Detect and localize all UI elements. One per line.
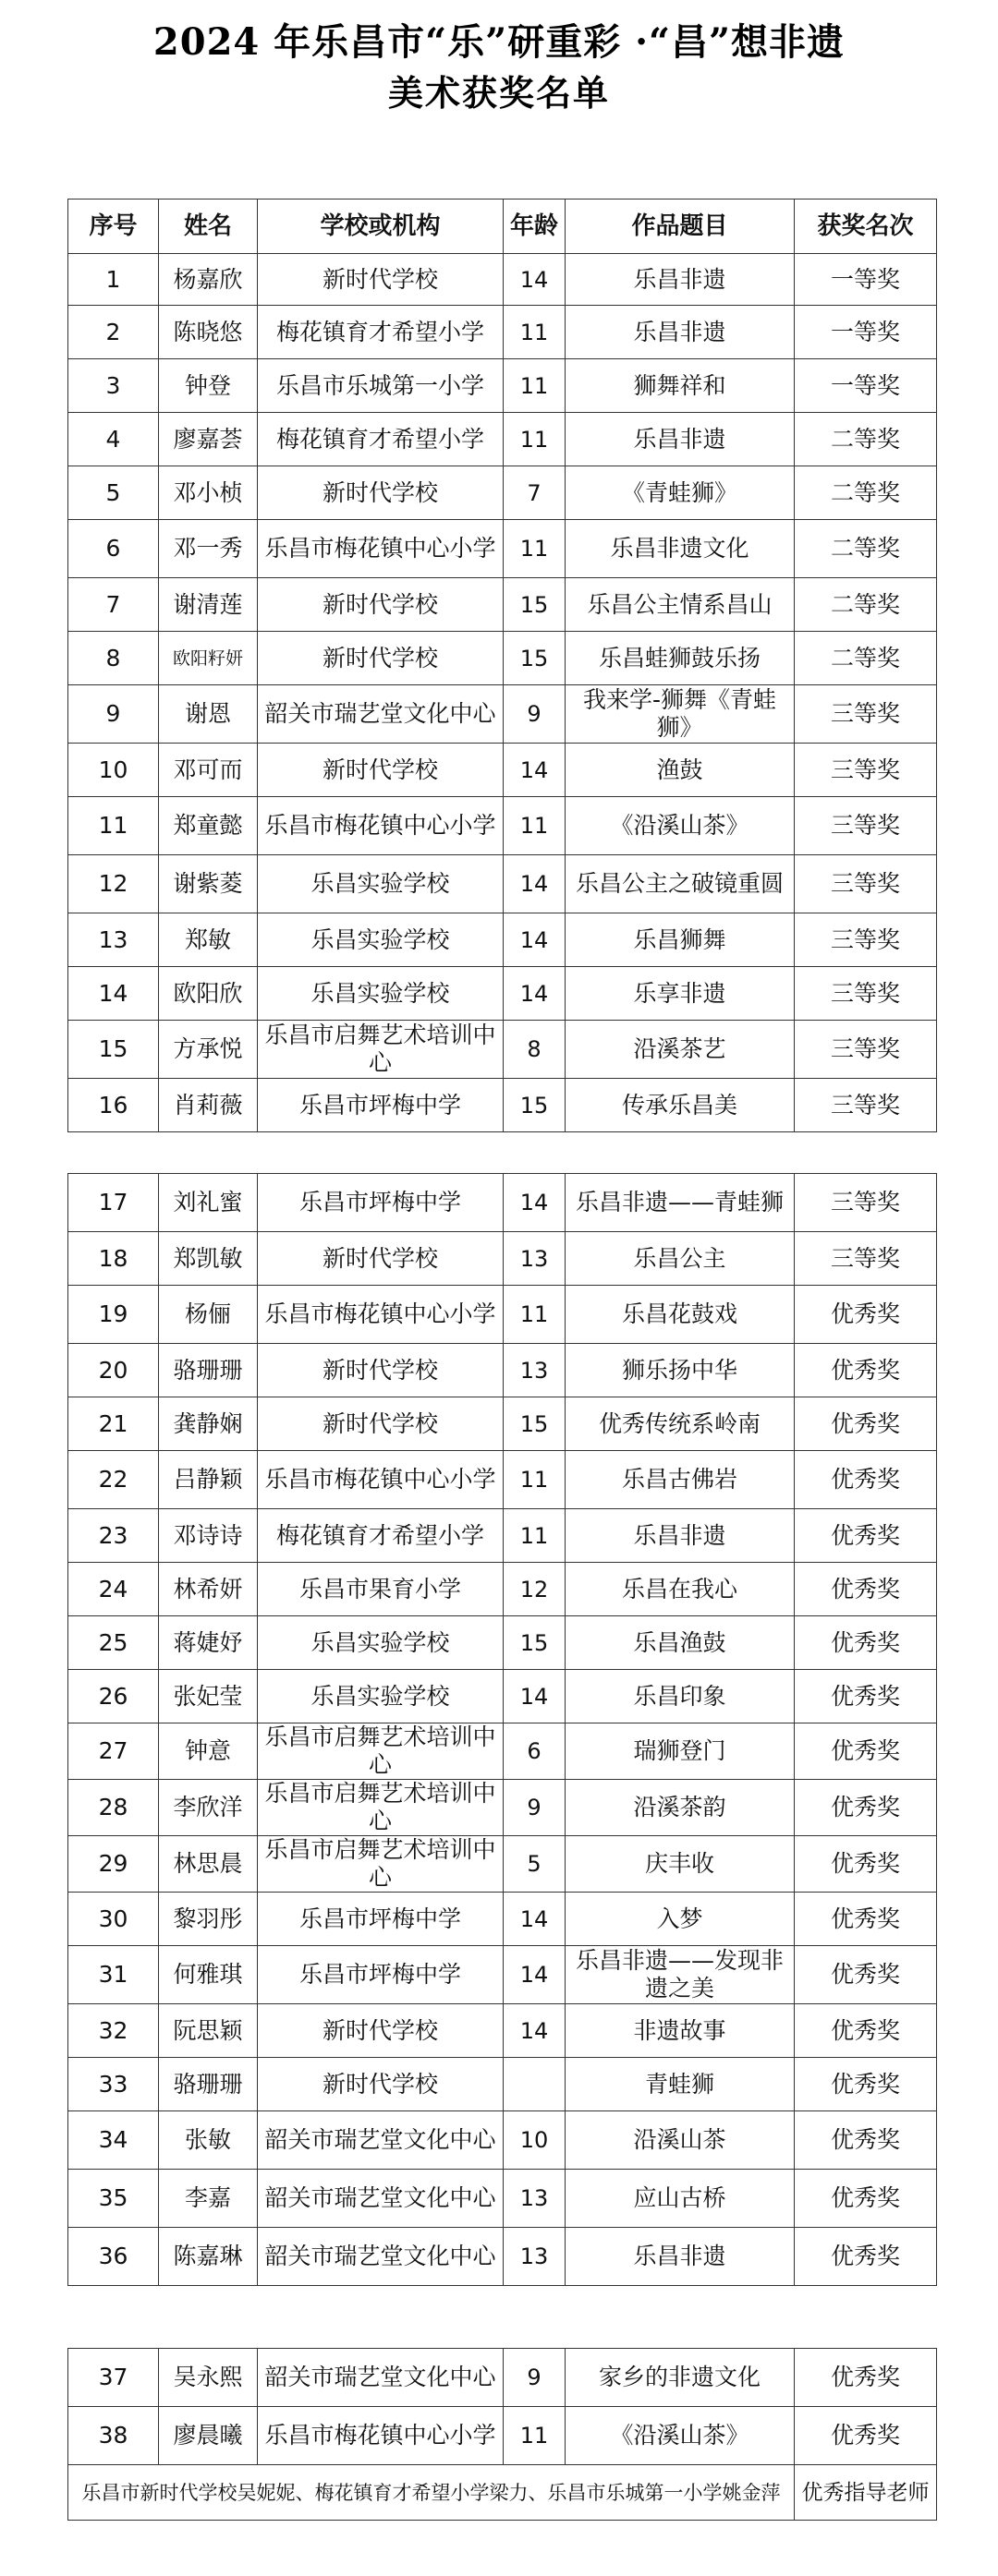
cell-work: 乐昌公主之破镜重圆 <box>566 855 795 913</box>
cell-name: 陈嘉琳 <box>159 2228 258 2286</box>
cell-work: 我来学-狮舞《青蛙狮》 <box>566 685 795 744</box>
cell-school: 乐昌市启舞艺术培训中心 <box>258 1723 504 1780</box>
table-row <box>68 2170 937 2228</box>
cell-no: 21 <box>68 1397 159 1451</box>
cell-school: 梅花镇育才希望小学 <box>258 413 504 466</box>
cell-age: 13 <box>504 1344 566 1397</box>
cell-work: 应山古桥 <box>566 2170 795 2228</box>
cell-no: 11 <box>68 797 159 855</box>
cell-school: 新时代学校 <box>258 466 504 520</box>
cell-name: 林希妍 <box>159 1563 258 1616</box>
cell-age: 11 <box>504 1509 566 1563</box>
cell-school: 梅花镇育才希望小学 <box>258 1509 504 1563</box>
cell-school: 乐昌市启舞艺术培训中心 <box>258 1021 504 1079</box>
cell-name: 谢清莲 <box>159 578 258 632</box>
cell-work: 青蛙狮 <box>566 2058 795 2111</box>
table-row <box>68 1670 937 1723</box>
cell-award: 三等奖 <box>795 685 937 744</box>
cell-work: 《沿溪山茶》 <box>566 797 795 855</box>
cell-school: 乐昌市坪梅中学 <box>258 1946 504 2004</box>
cell-name: 欧阳欣 <box>159 967 258 1021</box>
cell-school: 乐昌市启舞艺术培训中心 <box>258 1836 504 1893</box>
table-row <box>68 1563 937 1616</box>
cell-age: 14 <box>504 1670 566 1723</box>
header-name: 姓名 <box>159 200 258 254</box>
cell-name: 骆珊珊 <box>159 1344 258 1397</box>
cell-age: 11 <box>504 413 566 466</box>
cell-school: 乐昌实验学校 <box>258 855 504 913</box>
cell-school: 韶关市瑞艺堂文化中心 <box>258 2349 504 2407</box>
cell-school: 乐昌市梅花镇中心小学 <box>258 2407 504 2465</box>
cell-no: 17 <box>68 1174 159 1232</box>
cell-no: 10 <box>68 744 159 797</box>
cell-work: 《沿溪山茶》 <box>566 2407 795 2465</box>
cell-work: 乐昌非遗 <box>566 254 795 306</box>
cell-no: 4 <box>68 413 159 466</box>
cell-age: 14 <box>504 855 566 913</box>
cell-work: 乐享非遗 <box>566 967 795 1021</box>
cell-work: 沿溪山茶 <box>566 2111 795 2170</box>
cell-school: 新时代学校 <box>258 1344 504 1397</box>
table-row <box>68 1174 937 1232</box>
table-header-row <box>68 200 937 254</box>
cell-no: 18 <box>68 1232 159 1286</box>
table-row <box>68 1344 937 1397</box>
cell-award: 优秀奖 <box>795 1723 937 1780</box>
cell-award: 优秀奖 <box>795 1946 937 2004</box>
cell-age: 11 <box>504 1286 566 1344</box>
cell-age: 6 <box>504 1723 566 1780</box>
table-row <box>68 1616 937 1670</box>
cell-name: 邓小桢 <box>159 466 258 520</box>
cell-award: 优秀奖 <box>795 1563 937 1616</box>
cell-name: 张妃莹 <box>159 1670 258 1723</box>
cell-work: 优秀传统系岭南 <box>566 1397 795 1451</box>
cell-age: 9 <box>504 1780 566 1836</box>
cell-name: 杨俪 <box>159 1286 258 1344</box>
cell-award: 优秀奖 <box>795 1509 937 1563</box>
cell-name: 吴永熙 <box>159 2349 258 2407</box>
cell-school: 乐昌市坪梅中学 <box>258 1174 504 1232</box>
cell-age: 14 <box>504 913 566 967</box>
cell-award: 三等奖 <box>795 1232 937 1286</box>
cell-age: 9 <box>504 685 566 744</box>
cell-school: 韶关市瑞艺堂文化中心 <box>258 685 504 744</box>
table-row <box>68 2349 937 2407</box>
cell-award: 二等奖 <box>795 466 937 520</box>
cell-award: 三等奖 <box>795 913 937 967</box>
cell-award: 三等奖 <box>795 797 937 855</box>
award-table-part-1 <box>67 199 937 1132</box>
cell-school: 韶关市瑞艺堂文化中心 <box>258 2228 504 2286</box>
cell-name: 钟意 <box>159 1723 258 1780</box>
cell-name: 谢紫菱 <box>159 855 258 913</box>
footer-label: 优秀指导老师 <box>795 2465 937 2521</box>
cell-award: 优秀奖 <box>795 1670 937 1723</box>
cell-name: 钟登 <box>159 359 258 413</box>
cell-school: 乐昌实验学校 <box>258 967 504 1021</box>
cell-age: 15 <box>504 578 566 632</box>
cell-school: 乐昌市梅花镇中心小学 <box>258 797 504 855</box>
cell-work: 传承乐昌美 <box>566 1079 795 1132</box>
cell-no: 12 <box>68 855 159 913</box>
cell-work: 乐昌非遗 <box>566 1509 795 1563</box>
table-row <box>68 855 937 913</box>
cell-school: 乐昌实验学校 <box>258 913 504 967</box>
header-school: 学校或机构 <box>258 200 504 254</box>
cell-age: 15 <box>504 1397 566 1451</box>
cell-name: 廖晨曦 <box>159 2407 258 2465</box>
cell-award: 二等奖 <box>795 520 937 578</box>
cell-school: 乐昌市果育小学 <box>258 1563 504 1616</box>
table-row <box>68 2111 937 2170</box>
cell-award: 优秀奖 <box>795 2004 937 2058</box>
cell-award: 优秀奖 <box>795 1893 937 1946</box>
cell-award: 优秀奖 <box>795 2407 937 2465</box>
cell-work: 乐昌公主 <box>566 1232 795 1286</box>
cell-work: 狮舞祥和 <box>566 359 795 413</box>
cell-name: 邓可而 <box>159 744 258 797</box>
cell-work: 乐昌在我心 <box>566 1563 795 1616</box>
cell-name: 阮思颖 <box>159 2004 258 2058</box>
cell-no: 32 <box>68 2004 159 2058</box>
table-row <box>68 967 937 1021</box>
cell-age: 11 <box>504 306 566 359</box>
award-table-part-3 <box>67 2348 937 2521</box>
table-row <box>68 1286 937 1344</box>
cell-work: 乐昌非遗——发现非遗之美 <box>566 1946 795 2004</box>
cell-no: 23 <box>68 1509 159 1563</box>
cell-school: 新时代学校 <box>258 254 504 306</box>
cell-award: 一等奖 <box>795 254 937 306</box>
cell-work: 瑞狮登门 <box>566 1723 795 1780</box>
cell-school: 乐昌市坪梅中学 <box>258 1893 504 1946</box>
cell-name: 谢恩 <box>159 685 258 744</box>
cell-work: 《青蛙狮》 <box>566 466 795 520</box>
cell-no: 29 <box>68 1836 159 1893</box>
cell-award: 优秀奖 <box>795 2058 937 2111</box>
cell-no: 8 <box>68 632 159 685</box>
cell-award: 优秀奖 <box>795 1616 937 1670</box>
cell-award: 一等奖 <box>795 359 937 413</box>
cell-award: 优秀奖 <box>795 1836 937 1893</box>
cell-no: 5 <box>68 466 159 520</box>
cell-award: 优秀奖 <box>795 1780 937 1836</box>
cell-work: 沿溪茶韵 <box>566 1780 795 1836</box>
cell-award: 三等奖 <box>795 744 937 797</box>
cell-name: 林思晨 <box>159 1836 258 1893</box>
cell-age: 13 <box>504 1232 566 1286</box>
table-row <box>68 913 937 967</box>
table-row <box>68 306 937 359</box>
cell-school: 乐昌市梅花镇中心小学 <box>258 1286 504 1344</box>
cell-age: 5 <box>504 1836 566 1893</box>
cell-award: 优秀奖 <box>795 1286 937 1344</box>
cell-award: 优秀奖 <box>795 1451 937 1509</box>
cell-age: 11 <box>504 2407 566 2465</box>
cell-no: 36 <box>68 2228 159 2286</box>
cell-name: 郑童懿 <box>159 797 258 855</box>
cell-name: 李欣洋 <box>159 1780 258 1836</box>
cell-school: 乐昌市启舞艺术培训中心 <box>258 1780 504 1836</box>
table-row <box>68 359 937 413</box>
cell-no: 37 <box>68 2349 159 2407</box>
footer-teachers: 乐昌市新时代学校吴妮妮、梅花镇育才希望小学梁力、乐昌市乐城第一小学姚金萍 <box>68 2465 795 2521</box>
header-age: 年龄 <box>504 200 566 254</box>
cell-school: 新时代学校 <box>258 1232 504 1286</box>
cell-award: 三等奖 <box>795 967 937 1021</box>
cell-no: 31 <box>68 1946 159 2004</box>
cell-school: 乐昌市乐城第一小学 <box>258 359 504 413</box>
cell-name: 黎羽彤 <box>159 1893 258 1946</box>
cell-no: 16 <box>68 1079 159 1132</box>
cell-age: 14 <box>504 1893 566 1946</box>
cell-work: 庆丰收 <box>566 1836 795 1893</box>
cell-name: 欧阳籽妍 <box>159 632 258 685</box>
cell-award: 二等奖 <box>795 632 937 685</box>
cell-school: 乐昌市梅花镇中心小学 <box>258 520 504 578</box>
cell-name: 廖嘉荟 <box>159 413 258 466</box>
table-row <box>68 254 937 306</box>
cell-work: 家乡的非遗文化 <box>566 2349 795 2407</box>
cell-school: 梅花镇育才希望小学 <box>258 306 504 359</box>
cell-award: 一等奖 <box>795 306 937 359</box>
table-row <box>68 2004 937 2058</box>
cell-no: 9 <box>68 685 159 744</box>
cell-award: 三等奖 <box>795 1021 937 1079</box>
cell-award: 优秀奖 <box>795 2228 937 2286</box>
cell-school: 新时代学校 <box>258 578 504 632</box>
cell-name: 张敏 <box>159 2111 258 2170</box>
table-row <box>68 744 937 797</box>
cell-name: 骆珊珊 <box>159 2058 258 2111</box>
cell-no: 38 <box>68 2407 159 2465</box>
table-row <box>68 466 937 520</box>
cell-age <box>504 2058 566 2111</box>
cell-no: 22 <box>68 1451 159 1509</box>
cell-no: 1 <box>68 254 159 306</box>
table-row <box>68 578 937 632</box>
award-table-part-2 <box>67 1173 937 2286</box>
cell-name: 吕静颖 <box>159 1451 258 1509</box>
cell-school: 新时代学校 <box>258 632 504 685</box>
cell-work: 非遗故事 <box>566 2004 795 2058</box>
cell-work: 乐昌非遗 <box>566 413 795 466</box>
cell-school: 韶关市瑞艺堂文化中心 <box>258 2170 504 2228</box>
table-row <box>68 413 937 466</box>
cell-no: 14 <box>68 967 159 1021</box>
cell-no: 35 <box>68 2170 159 2228</box>
table-row <box>68 1946 937 2004</box>
cell-school: 新时代学校 <box>258 744 504 797</box>
cell-award: 三等奖 <box>795 1079 937 1132</box>
table-row <box>68 632 937 685</box>
table-row <box>68 1509 937 1563</box>
cell-work: 沿溪茶艺 <box>566 1021 795 1079</box>
cell-no: 20 <box>68 1344 159 1397</box>
cell-no: 25 <box>68 1616 159 1670</box>
cell-age: 11 <box>504 797 566 855</box>
table-row <box>68 1021 937 1079</box>
cell-age: 14 <box>504 1174 566 1232</box>
cell-name: 李嘉 <box>159 2170 258 2228</box>
cell-age: 11 <box>504 359 566 413</box>
cell-age: 14 <box>504 967 566 1021</box>
cell-school: 新时代学校 <box>258 1397 504 1451</box>
cell-age: 14 <box>504 744 566 797</box>
cell-no: 30 <box>68 1893 159 1946</box>
cell-no: 24 <box>68 1563 159 1616</box>
table-row <box>68 1397 937 1451</box>
table-row <box>68 1451 937 1509</box>
cell-no: 7 <box>68 578 159 632</box>
header-award: 获奖名次 <box>795 200 937 254</box>
cell-award: 优秀奖 <box>795 2111 937 2170</box>
cell-no: 27 <box>68 1723 159 1780</box>
cell-name: 杨嘉欣 <box>159 254 258 306</box>
table-row <box>68 1893 937 1946</box>
cell-age: 9 <box>504 2349 566 2407</box>
cell-no: 34 <box>68 2111 159 2170</box>
cell-name: 郑凯敏 <box>159 1232 258 1286</box>
cell-work: 乐昌非遗文化 <box>566 520 795 578</box>
cell-school: 韶关市瑞艺堂文化中心 <box>258 2111 504 2170</box>
cell-name: 方承悦 <box>159 1021 258 1079</box>
table-row <box>68 520 937 578</box>
cell-no: 15 <box>68 1021 159 1079</box>
cell-age: 7 <box>504 466 566 520</box>
cell-award: 三等奖 <box>795 855 937 913</box>
header-no: 序号 <box>68 200 159 254</box>
cell-work: 乐昌公主情系昌山 <box>566 578 795 632</box>
cell-work: 狮乐扬中华 <box>566 1344 795 1397</box>
cell-name: 蒋婕妤 <box>159 1616 258 1670</box>
cell-age: 10 <box>504 2111 566 2170</box>
cell-name: 邓诗诗 <box>159 1509 258 1563</box>
cell-award: 优秀奖 <box>795 2349 937 2407</box>
cell-no: 19 <box>68 1286 159 1344</box>
table-row <box>68 1232 937 1286</box>
header-work: 作品题目 <box>566 200 795 254</box>
cell-school: 乐昌实验学校 <box>258 1616 504 1670</box>
table-row <box>68 2228 937 2286</box>
table-row <box>68 1836 937 1893</box>
cell-name: 邓一秀 <box>159 520 258 578</box>
cell-no: 28 <box>68 1780 159 1836</box>
cell-no: 13 <box>68 913 159 967</box>
cell-work: 乐昌古佛岩 <box>566 1451 795 1509</box>
cell-no: 26 <box>68 1670 159 1723</box>
cell-award: 优秀奖 <box>795 1397 937 1451</box>
cell-work: 乐昌狮舞 <box>566 913 795 967</box>
cell-work: 乐昌非遗——青蛙狮 <box>566 1174 795 1232</box>
cell-school: 新时代学校 <box>258 2004 504 2058</box>
document-title: 2024 年乐昌市“乐”研重彩 ·“昌”想非遗 <box>152 20 846 64</box>
cell-award: 二等奖 <box>795 578 937 632</box>
cell-name: 肖莉薇 <box>159 1079 258 1132</box>
table-row <box>68 2407 937 2465</box>
cell-name: 郑敏 <box>159 913 258 967</box>
table-row <box>68 2058 937 2111</box>
cell-name: 何雅琪 <box>159 1946 258 2004</box>
cell-school: 乐昌实验学校 <box>258 1670 504 1723</box>
cell-age: 14 <box>504 254 566 306</box>
cell-age: 13 <box>504 2170 566 2228</box>
document-subtitle: 美术获奖名单 <box>387 72 610 114</box>
cell-age: 15 <box>504 632 566 685</box>
cell-work: 入梦 <box>566 1893 795 1946</box>
cell-no: 3 <box>68 359 159 413</box>
cell-name: 刘礼蜜 <box>159 1174 258 1232</box>
cell-name: 龚静娴 <box>159 1397 258 1451</box>
cell-no: 6 <box>68 520 159 578</box>
cell-age: 8 <box>504 1021 566 1079</box>
cell-name: 陈晓悠 <box>159 306 258 359</box>
cell-no: 33 <box>68 2058 159 2111</box>
cell-work: 乐昌花鼓戏 <box>566 1286 795 1344</box>
cell-work: 乐昌非遗 <box>566 2228 795 2286</box>
cell-award: 优秀奖 <box>795 1344 937 1397</box>
table-row <box>68 1079 937 1132</box>
cell-award: 二等奖 <box>795 413 937 466</box>
cell-age: 11 <box>504 520 566 578</box>
cell-school: 新时代学校 <box>258 2058 504 2111</box>
cell-work: 乐昌非遗 <box>566 306 795 359</box>
cell-work: 渔鼓 <box>566 744 795 797</box>
table-row <box>68 685 937 744</box>
footer-row <box>68 2465 937 2521</box>
table-row <box>68 1723 937 1780</box>
table-row <box>68 797 937 855</box>
cell-age: 15 <box>504 1079 566 1132</box>
cell-school: 乐昌市坪梅中学 <box>258 1079 504 1132</box>
cell-age: 14 <box>504 2004 566 2058</box>
cell-award: 三等奖 <box>795 1174 937 1232</box>
cell-age: 12 <box>504 1563 566 1616</box>
cell-award: 优秀奖 <box>795 2170 937 2228</box>
cell-work: 乐昌蛙狮鼓乐扬 <box>566 632 795 685</box>
cell-work: 乐昌印象 <box>566 1670 795 1723</box>
cell-no: 2 <box>68 306 159 359</box>
cell-age: 14 <box>504 1946 566 2004</box>
cell-school: 乐昌市梅花镇中心小学 <box>258 1451 504 1509</box>
cell-age: 15 <box>504 1616 566 1670</box>
cell-work: 乐昌渔鼓 <box>566 1616 795 1670</box>
cell-age: 11 <box>504 1451 566 1509</box>
cell-age: 13 <box>504 2228 566 2286</box>
table-row <box>68 1780 937 1836</box>
